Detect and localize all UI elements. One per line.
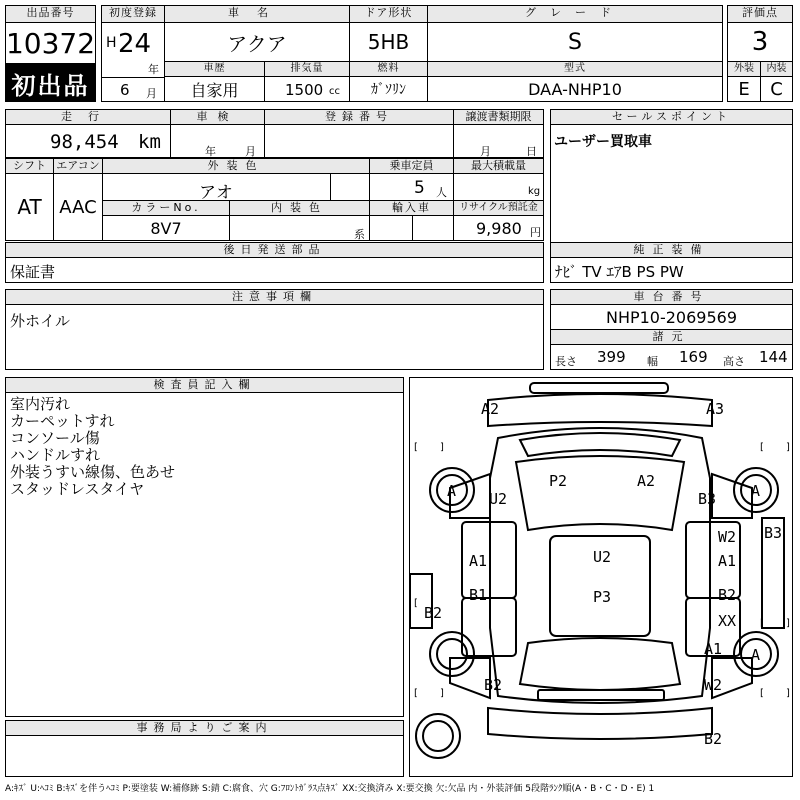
lot-number-label: 出品番号 bbox=[5, 5, 96, 23]
import-car-box-2 bbox=[412, 215, 454, 241]
mark-quarter-right: A1 bbox=[704, 640, 723, 658]
office-notice-box bbox=[5, 735, 404, 777]
exterior-grade-label: 外装 bbox=[727, 61, 761, 77]
mark-door-right-front: A1 bbox=[718, 552, 737, 570]
bracket-right-mid-close: ] bbox=[786, 618, 790, 629]
bracket-right-top: [ bbox=[760, 442, 764, 453]
mileage-unit: km bbox=[138, 131, 161, 153]
recycle-deposit-label: リサイクル預託金 bbox=[453, 200, 544, 216]
mark-front-left: A2 bbox=[481, 400, 500, 418]
exterior-color-box bbox=[102, 173, 331, 201]
inspector-note: ハンドルすれ bbox=[10, 446, 101, 464]
interior-grade: C bbox=[760, 76, 793, 102]
inspector-note: 室内汚れ bbox=[10, 395, 71, 413]
score-label: 評価点 bbox=[727, 5, 793, 23]
inspector-note: 外装うすい線傷、色あせ bbox=[10, 463, 176, 481]
inspector-notes-label: 検査員記入欄 bbox=[5, 377, 404, 393]
mileage-box bbox=[5, 124, 171, 158]
mark-hood-right: A2 bbox=[637, 472, 656, 490]
inspection-label: 車検 bbox=[170, 109, 265, 125]
shift: AT bbox=[5, 173, 54, 241]
exterior-color-extra bbox=[330, 173, 370, 201]
length-value: 399 bbox=[597, 348, 626, 366]
capacity: 5 bbox=[414, 178, 425, 198]
mark-door-right-rear-low: XX bbox=[718, 612, 737, 630]
capacity-unit: 人 bbox=[436, 186, 447, 199]
fuel-type: ｶﾞｿﾘﾝ bbox=[349, 76, 428, 102]
model-code-label: 型式 bbox=[427, 61, 723, 77]
later-parts-label: 後日発送部品 bbox=[5, 242, 544, 258]
history-label: 車歴 bbox=[164, 61, 265, 77]
import-car-label: 輸入車 bbox=[369, 200, 454, 216]
width-label: 幅 bbox=[647, 355, 658, 368]
model-code: DAA-NHP10 bbox=[427, 76, 723, 102]
sales-point-box bbox=[550, 124, 793, 243]
car-name-label: 車名 bbox=[164, 5, 350, 23]
mark-fender-left: U2 bbox=[489, 490, 508, 508]
door-type-label: ドア形状 bbox=[349, 5, 428, 23]
mark-roof-front: U2 bbox=[593, 548, 612, 566]
mark-door-left-rear: B1 bbox=[469, 586, 488, 604]
displacement-label: 排気量 bbox=[264, 61, 350, 77]
fuel-label: 燃料 bbox=[349, 61, 428, 77]
mark-door-right-front-top: W2 bbox=[718, 528, 737, 546]
displacement: 1500 bbox=[285, 81, 324, 99]
year-unit: 年 bbox=[148, 63, 159, 76]
shift-label: シフト bbox=[5, 158, 54, 174]
exterior-color-label: 外装色 bbox=[102, 158, 370, 174]
bracket-left-mid: [ bbox=[414, 598, 418, 609]
bracket-right-low-close: ] bbox=[786, 688, 790, 699]
inspector-note: カーペットすれ bbox=[10, 412, 115, 430]
inspector-note: コンソール傷 bbox=[10, 429, 100, 447]
bracket-right-low: [ bbox=[760, 688, 764, 699]
mark-side-left: B2 bbox=[424, 604, 443, 622]
inspection-box bbox=[170, 124, 265, 158]
first-registration-year-box bbox=[101, 22, 165, 78]
recycle-deposit-unit: 円 bbox=[530, 226, 541, 239]
registration-month: 6 bbox=[120, 81, 130, 99]
first-registration-label: 初度登録 bbox=[101, 5, 165, 23]
transfer-day-unit: 日 bbox=[526, 145, 537, 158]
interior-grade-label: 内装 bbox=[760, 61, 793, 77]
mark-front-right: A3 bbox=[706, 400, 725, 418]
capacity-label: 乗車定員 bbox=[369, 158, 454, 174]
mark-rear-left: B2 bbox=[484, 676, 503, 694]
dimensions-label: 諸元 bbox=[550, 329, 793, 345]
equipment-box bbox=[550, 257, 793, 283]
dimensions-box bbox=[550, 344, 793, 370]
mark-side-right: B3 bbox=[764, 524, 783, 542]
damage-diagram bbox=[409, 377, 793, 777]
recycle-deposit: 9,980 bbox=[476, 219, 522, 238]
chassis-number-label: 車台番号 bbox=[550, 289, 793, 305]
mark-rear-right: W2 bbox=[704, 676, 723, 694]
exterior-color: アオ bbox=[199, 183, 233, 201]
sales-point-label: セールスポイント bbox=[550, 109, 793, 125]
mark-wheel-front-right: A bbox=[751, 482, 761, 500]
notes-box bbox=[5, 304, 544, 370]
color-number: 8V7 bbox=[102, 215, 230, 241]
vehicle-history: 自家用 bbox=[164, 76, 265, 102]
car-name: アクア bbox=[164, 22, 350, 62]
max-load-label: 最大積載量 bbox=[453, 158, 544, 174]
mark-door-left-front: A1 bbox=[469, 552, 488, 570]
equipment-label: 純正装備 bbox=[550, 242, 793, 258]
overall-score: 3 bbox=[727, 22, 793, 62]
lot-number: 10372 bbox=[5, 22, 96, 64]
interior-color-label: 内装色 bbox=[229, 200, 370, 216]
bracket-left-low-close: ] bbox=[440, 688, 444, 699]
mark-rear-bumper: B2 bbox=[704, 730, 723, 748]
transfer-deadline-label: 譲渡書類期限 bbox=[453, 109, 544, 125]
transfer-month-unit: 月 bbox=[480, 145, 491, 158]
later-parts-text: 保証書 bbox=[10, 263, 56, 281]
import-car-box-1 bbox=[369, 215, 413, 241]
interior-color-unit: 系 bbox=[354, 228, 365, 241]
height-value: 144 bbox=[759, 348, 788, 366]
mark-roof-rear: P3 bbox=[593, 588, 612, 606]
displacement-box bbox=[264, 76, 350, 102]
inspection-month-unit: 月 bbox=[245, 145, 256, 158]
capacity-box bbox=[369, 173, 454, 201]
mileage-label: 走行 bbox=[5, 109, 171, 125]
inspector-note: スタッドレスタイヤ bbox=[10, 480, 145, 498]
first-registration-month-box bbox=[101, 77, 165, 102]
mark-door-right-rear: B2 bbox=[718, 586, 737, 604]
length-label: 長さ bbox=[555, 355, 577, 368]
first-listing-badge: 初出品 bbox=[5, 64, 96, 102]
bracket-left-low: [ bbox=[414, 688, 418, 699]
grade: S bbox=[427, 22, 723, 62]
bracket-right-top-close: ] bbox=[786, 442, 790, 453]
inspector-notes-list bbox=[10, 396, 175, 498]
interior-color-box bbox=[229, 215, 370, 241]
office-notice-label: 事務局よりご案内 bbox=[5, 720, 404, 736]
registration-year: 24 bbox=[118, 29, 152, 59]
mark-fender-right: B3 bbox=[698, 490, 717, 508]
max-load-unit: kg bbox=[528, 186, 541, 197]
month-unit: 月 bbox=[146, 87, 157, 100]
color-number-label: カラーNo. bbox=[102, 200, 230, 216]
aircon: AAC bbox=[53, 173, 103, 241]
registration-number-label: 登録番号 bbox=[264, 109, 454, 125]
chassis-number: NHP10-2069569 bbox=[550, 304, 793, 330]
registration-number bbox=[264, 124, 454, 158]
legend-text: A:ｷｽﾞ U:ﾍｺﾐ B:ｷｽﾞを伴うﾍｺﾐ P:要塗装 W:補修跡 S:錆 C:腐食、穴 G:ﾌﾛﾝﾄｶﾞﾗｽ点ｷｽﾞ XX:交換済み X:要交換 欠:欠品 内・外装評価 5段階ﾗﾝｸ順(A・B・C・D・E) 1 bbox=[5, 784, 655, 794]
transfer-deadline-box bbox=[453, 124, 544, 158]
bracket-left-top-close: ] bbox=[440, 442, 444, 453]
exterior-grade: E bbox=[727, 76, 761, 102]
mark-wheel-rear-right: A bbox=[751, 646, 761, 664]
inspector-notes-box bbox=[5, 392, 404, 717]
car-outline-diagram bbox=[410, 378, 792, 776]
equipment-text: ﾅﾋﾞ TV ｴｱB PS PW bbox=[555, 263, 684, 281]
bracket-right-mid: [ bbox=[760, 618, 764, 629]
width-value: 169 bbox=[679, 348, 708, 366]
mileage: 98,454 bbox=[50, 131, 119, 153]
notes-text: 外ホイル bbox=[10, 312, 71, 330]
mark-hood-left: P2 bbox=[549, 472, 568, 490]
era: H bbox=[106, 35, 117, 51]
displacement-unit: cc bbox=[329, 86, 340, 97]
recycle-deposit-box bbox=[453, 215, 544, 241]
height-label: 高さ bbox=[723, 355, 745, 368]
max-load-box bbox=[453, 173, 544, 201]
door-type: 5HB bbox=[349, 22, 428, 62]
mark-wheel-front-left: A bbox=[447, 482, 457, 500]
aircon-label: エアコン bbox=[53, 158, 103, 174]
bracket-left-top: [ bbox=[414, 442, 418, 453]
sales-point-text: ユーザー買取車 bbox=[554, 134, 652, 150]
later-parts-box bbox=[5, 257, 544, 283]
grade-label: グレード bbox=[427, 5, 723, 23]
notes-label: 注意事項欄 bbox=[5, 289, 544, 305]
inspection-year-unit: 年 bbox=[205, 145, 216, 158]
